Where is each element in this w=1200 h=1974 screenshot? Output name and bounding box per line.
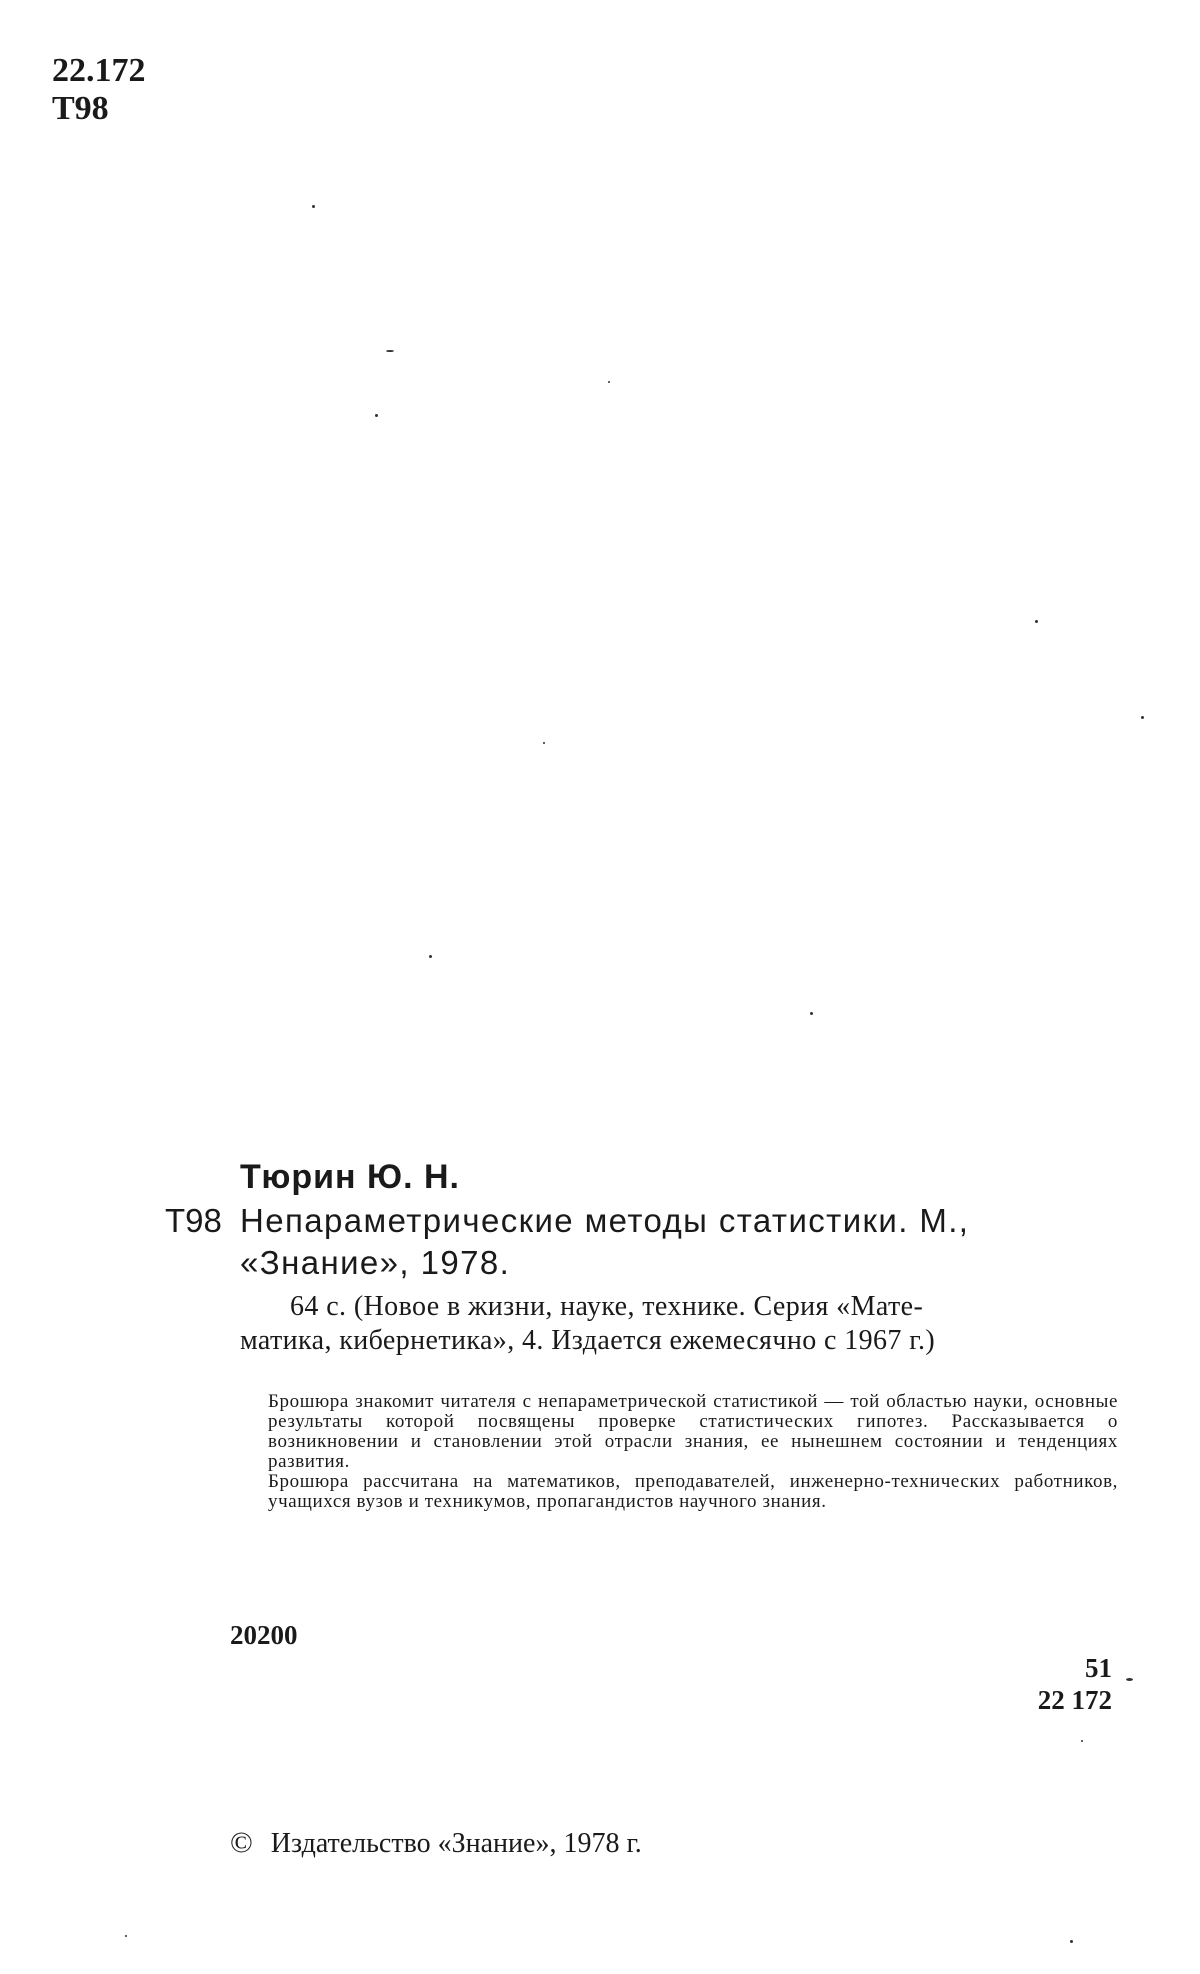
scan-speck (1035, 620, 1038, 623)
series-info (240, 1290, 1118, 1358)
bbk-code (1038, 1652, 1112, 1716)
series-line-2: матика, кибернетика», 4. Издается ежемесячно с 1967 г.) (240, 1325, 936, 1356)
price-index: 20200 (230, 1620, 298, 1650)
scan-speck (375, 414, 378, 417)
author-name: Тюрин Ю. Н. (240, 1158, 460, 1196)
catalog-code: Т98 (165, 1202, 222, 1239)
udc-number: 22.172 (52, 52, 146, 89)
annotation-paragraph-2: Брошюра рассчитана на математиков, преподавателей, инженерно-технических работников, учащихся вузов и техникумов, пропагандистов научного знания. (268, 1471, 1118, 1512)
scan-speck (543, 742, 545, 744)
title-line-1: Непараметрические методы статистики. М., (240, 1202, 970, 1239)
copyright-icon: © (230, 1826, 253, 1859)
scan-speck (386, 350, 394, 352)
udc-classification (52, 52, 146, 128)
bbk-line-1: 51 (1085, 1653, 1112, 1683)
copyright-text: Издательство «Знание», 1978 г. (270, 1828, 642, 1859)
book-title (240, 1200, 1118, 1284)
scan-speck (810, 1012, 813, 1015)
udc-code: Т98 (52, 90, 109, 127)
scan-speck (1081, 1740, 1083, 1742)
scan-speck (429, 955, 432, 958)
scan-speck (312, 205, 315, 208)
scan-speck (1141, 716, 1144, 719)
bbk-line-2: 22 172 (1037, 1685, 1112, 1715)
title-line-2: «Знание», 1978. (240, 1244, 511, 1281)
annotation (268, 1392, 1118, 1512)
copyright (230, 1826, 642, 1860)
scan-speck (1070, 1940, 1073, 1943)
annotation-paragraph-1: Брошюра знакомит читателя с непараметрической статистикой — той областью науки, основные результаты которой посвящены проверке статистических гипотез. Рассказывается о возникновении и становлении этой отрасли знания, ее нынешнем состоянии и тенденциях развития. (268, 1391, 1118, 1472)
scan-speck (608, 381, 610, 383)
scan-speck (1126, 1678, 1133, 1681)
series-line-1: 64 с. (Новое в жизни, науке, технике. Серия «Мате- (290, 1291, 924, 1322)
scan-speck (125, 1935, 127, 1937)
